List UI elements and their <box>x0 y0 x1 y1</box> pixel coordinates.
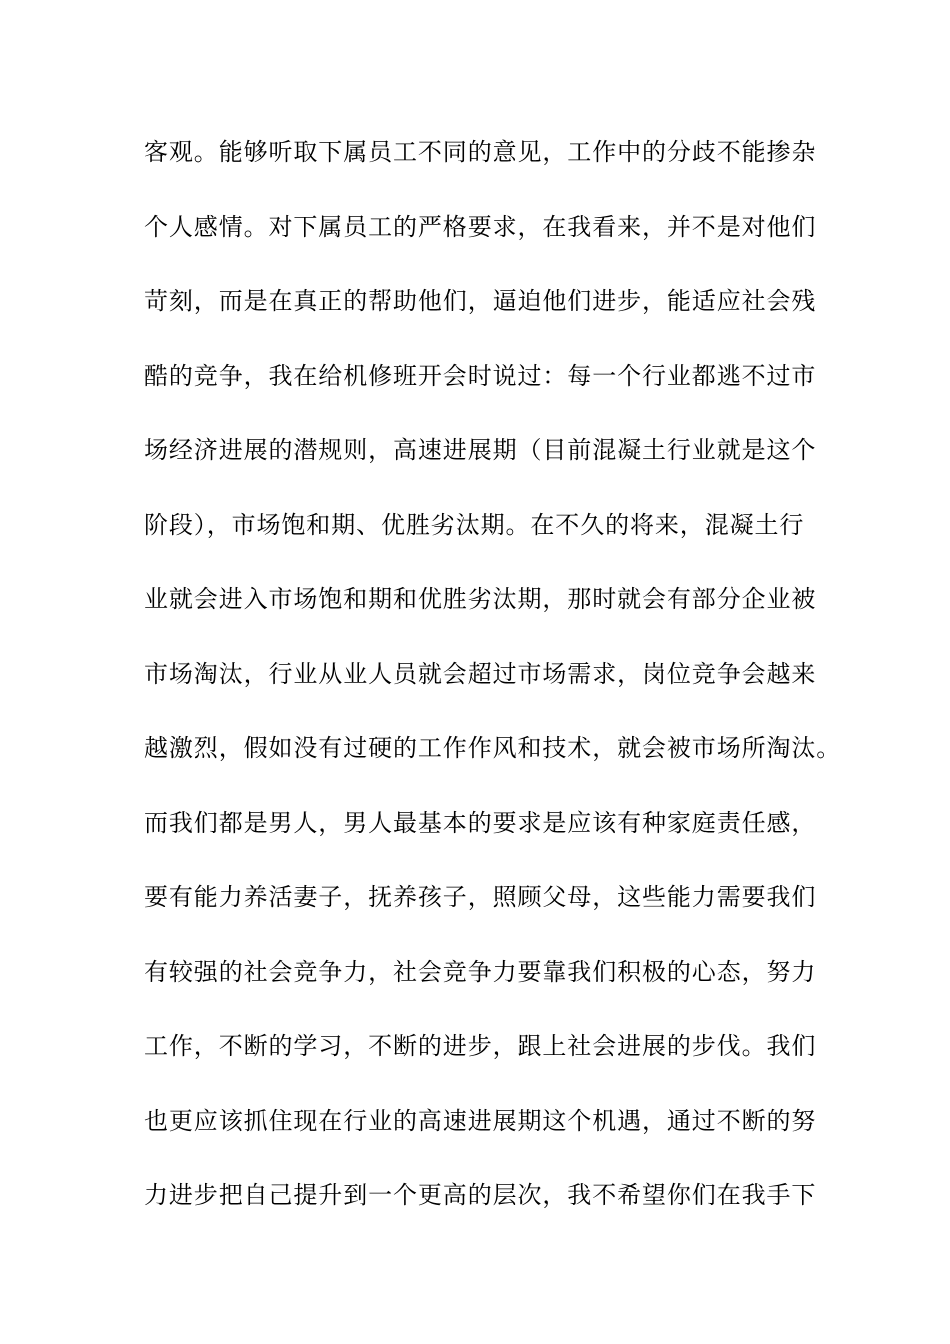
text-line: 个人感情。对下属员工的严格要求，在我看来，并不是对他们 <box>144 212 817 241</box>
text-line: 越激烈，假如没有过硬的工作作风和技术，就会被市场所淘汰。 <box>144 734 842 762</box>
text-line: 市场淘汰，行业从业人员就会超过市场需求，岗位竞争会越来 <box>144 659 817 688</box>
text-line: 工作，不断的学习，不断的进步，跟上社会进展的步伐。我们 <box>144 1032 817 1060</box>
text-line: 阶段），市场饱和期、优胜劣汰期。在不久的将来，混凝土行 <box>144 510 805 539</box>
text-line: 而我们都是男人，男人最基本的要求是应该有种家庭责任感， <box>144 808 817 837</box>
text-line: 业就会进入市场饱和期和优胜劣汰期，那时就会有部分企业被 <box>144 585 817 613</box>
text-line: 酷的竞争，我在给机修班开会时说过：每一个行业都逃不过市 <box>144 361 817 390</box>
text-line: 场经济进展的潜规则，高速进展期（目前混凝土行业就是这个 <box>144 436 817 464</box>
text-line: 客观。能够听取下属员工不同的意见，工作中的分歧不能掺杂 <box>144 138 817 166</box>
text-line: 也更应该抓住现在行业的高速进展期这个机遇，通过不断的努 <box>144 1106 817 1135</box>
text-line: 要有能力养活妻子，抚养孩子，照顾父母，这些能力需要我们 <box>144 883 817 911</box>
text-line: 力进步把自己提升到一个更高的层次，我不希望你们在我手下 <box>144 1181 817 1209</box>
body-text <box>144 128 842 1246</box>
text-line: 苛刻，而是在真正的帮助他们，逼迫他们进步，能适应社会残 <box>144 287 817 315</box>
text-line: 有较强的社会竞争力，社会竞争力要靠我们积极的心态，努力 <box>144 957 817 986</box>
